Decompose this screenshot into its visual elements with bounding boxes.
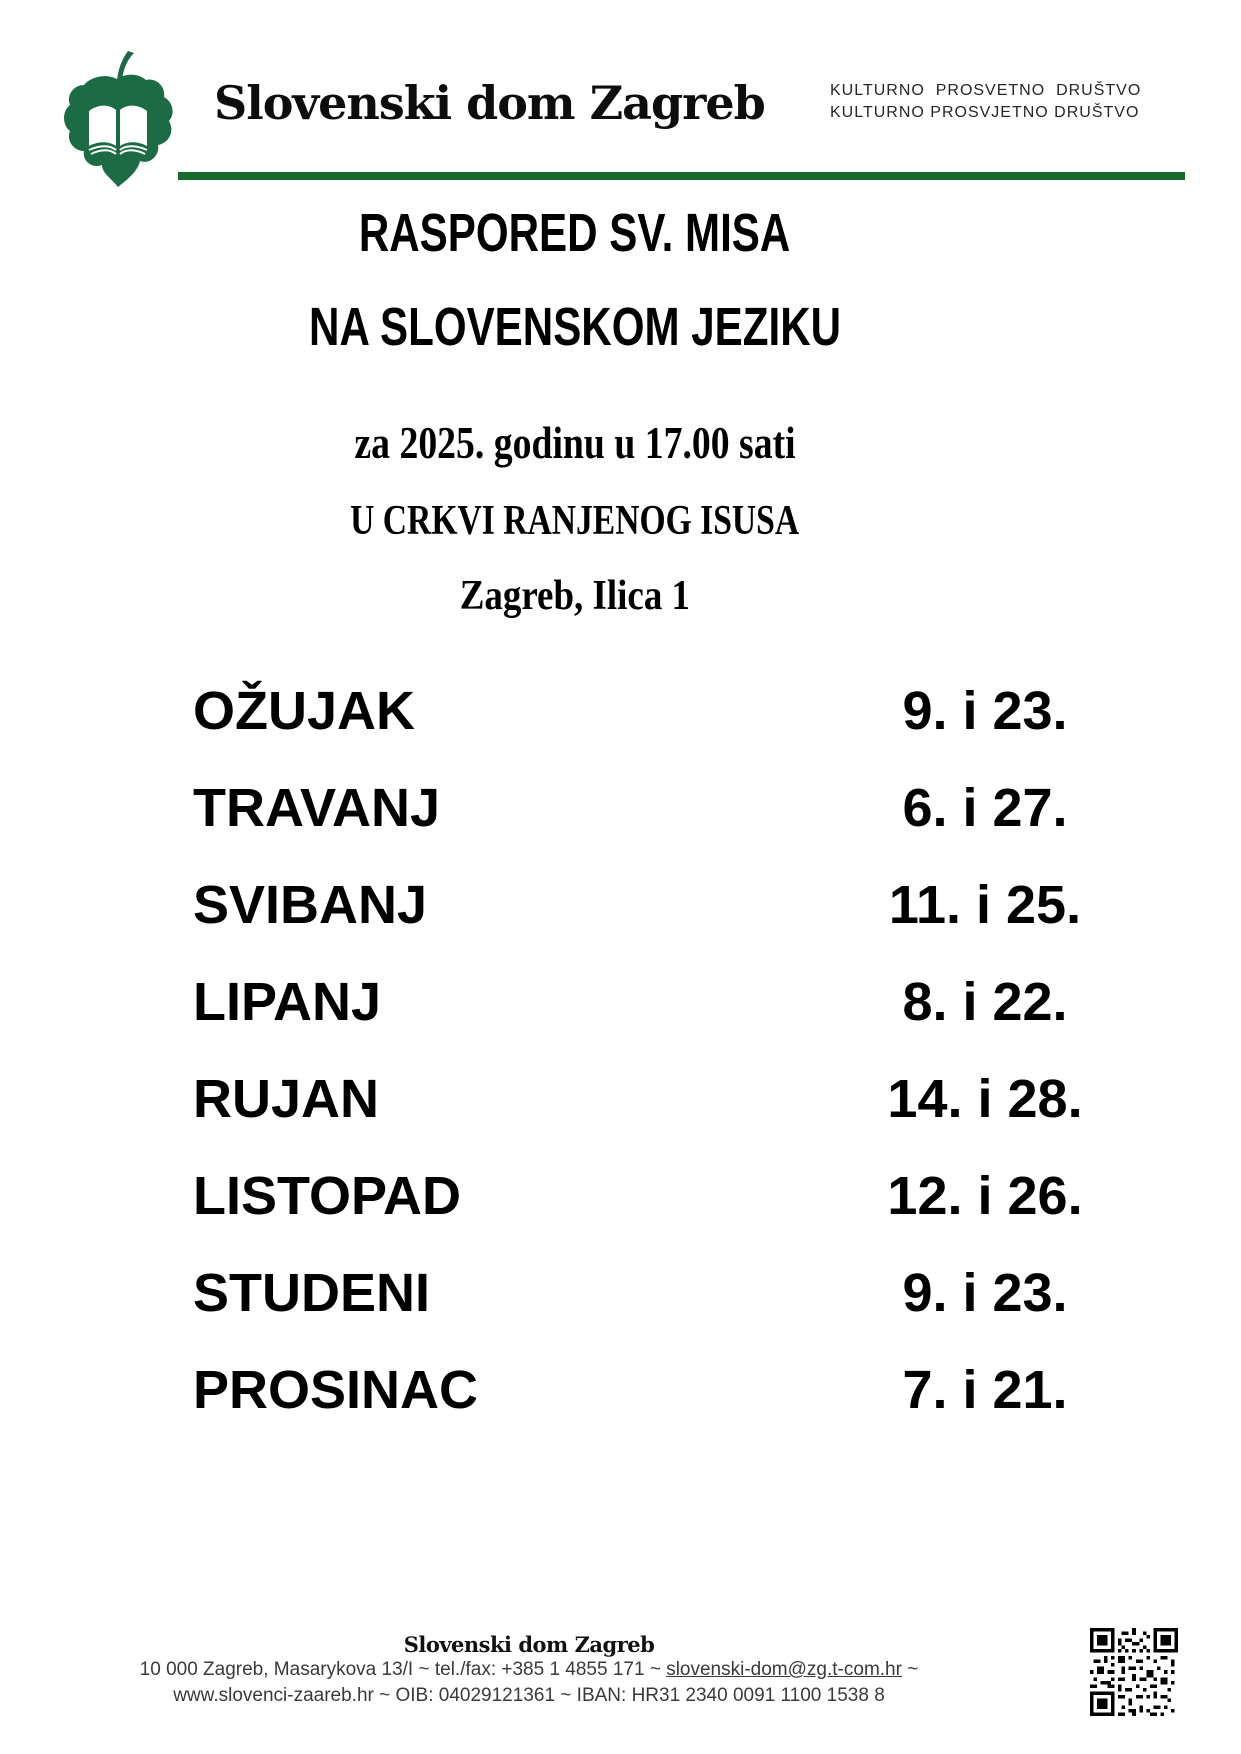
- dates-value: 7. i 21.: [902, 1360, 1068, 1420]
- poster-title-line-1: RASPORED SV. MISA: [359, 203, 791, 263]
- poster-subtitle-address: Zagreb, Ilica 1: [459, 573, 691, 619]
- dates-value: 14. i 28.: [887, 1069, 1083, 1129]
- qr-code: [1090, 1628, 1178, 1716]
- header-divider: [178, 172, 1185, 180]
- poster-subtitle-church: U CRKVI RANJENOG ISUSA: [350, 498, 800, 544]
- poster-subtitle-year-time: za 2025. godinu u 17.00 sati: [354, 417, 796, 468]
- org-subtitle-line-1: KULTURNO PROSVETNO DRUŠTVO: [830, 82, 1142, 99]
- footer-address-text: 10 000 Zagreb, Masarykova 13/I ~ tel./fax: +385 1 4855 171 ~: [139, 1659, 667, 1680]
- dates-value: 6. i 27.: [902, 778, 1068, 838]
- dates-value: 9. i 23.: [902, 681, 1068, 741]
- schedule-row: [193, 780, 1143, 840]
- footer-org-name: Slovenski dom Zagreb: [403, 1632, 655, 1657]
- footer-email-link[interactable]: slovenski-dom@zg.t-com.hr: [666, 1659, 902, 1680]
- footer-address-line: [0, 1657, 1058, 1683]
- schedule-row: [193, 683, 1143, 743]
- schedule-row: [193, 1362, 1143, 1422]
- footer-info-line: www.slovenci-zaareb.hr ~ OIB: 04029121361 ~ IBAN: HR31 2340 0091 1100 1538 8: [173, 1685, 885, 1706]
- dates-value: 9. i 23.: [902, 1263, 1068, 1323]
- month-label: OŽUJAK: [193, 681, 416, 741]
- schedule-row: [193, 1265, 1143, 1325]
- month-label: TRAVANJ: [193, 778, 441, 838]
- dates-value: 11. i 25.: [888, 875, 1082, 935]
- month-label: SVIBANJ: [193, 875, 428, 935]
- month-label: PROSINAC: [193, 1360, 479, 1420]
- poster-title-line-2: NA SLOVENSKOM JEZIKU: [308, 297, 842, 357]
- month-label: STUDENI: [193, 1263, 431, 1323]
- footer: [0, 1632, 1058, 1709]
- brand-title: Slovenski dom Zagreb: [214, 76, 765, 130]
- org-subtitle: [830, 80, 1150, 124]
- month-label: LISTOPAD: [193, 1166, 462, 1226]
- leaf-book-logo-icon: [56, 48, 176, 190]
- month-label: LIPANJ: [193, 972, 382, 1032]
- dates-value: 12. i 26.: [887, 1166, 1083, 1226]
- mass-schedule: [193, 683, 1143, 1473]
- dates-value: 8. i 22.: [902, 972, 1068, 1032]
- org-subtitle-line-2: KULTURNO PROSVJETNO DRUŠTVO: [830, 104, 1140, 121]
- schedule-row: [193, 974, 1143, 1034]
- footer-address-tail: ~: [901, 1659, 919, 1680]
- schedule-row: [193, 1168, 1143, 1228]
- schedule-row: [193, 1071, 1143, 1131]
- month-label: RUJAN: [193, 1069, 380, 1129]
- schedule-row: [193, 877, 1143, 937]
